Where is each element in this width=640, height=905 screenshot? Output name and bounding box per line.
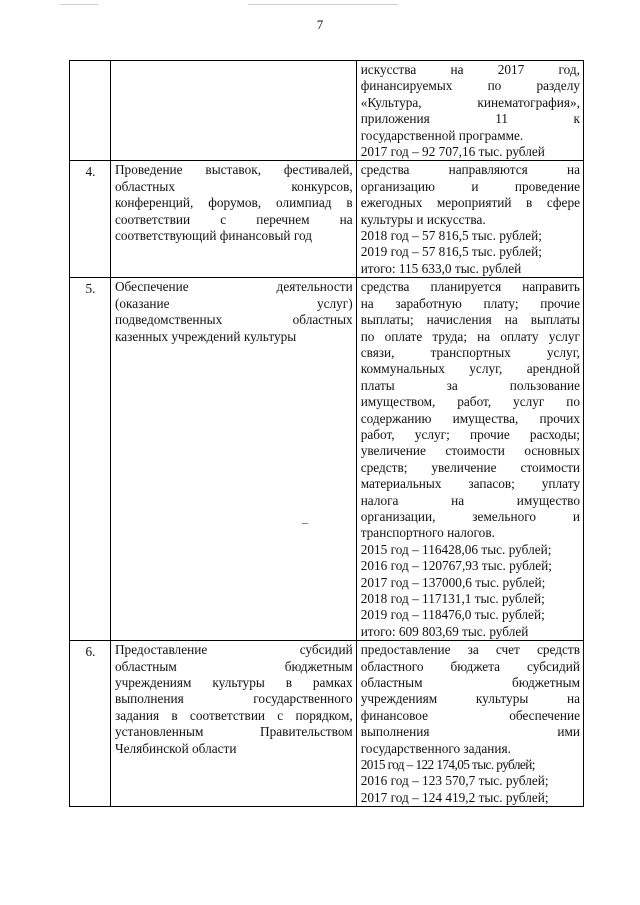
amount-line: 2019 год – 57 816,5 тыс. рублей; [360,244,542,260]
row-number: 5. [70,278,111,641]
description-line: приложения 11 к [360,111,580,127]
measure-description [356,641,583,807]
description-line: областного бюджета субсидий [360,658,580,674]
description-line: организации, земельного и [360,508,580,524]
amount-line: 2017 год – 92 707,16 тыс. рублей [360,144,545,160]
name-line: установленным Правительством [114,724,353,740]
name-line: областных конкурсов, [114,178,353,194]
stray-mark [302,523,308,524]
measure-description [356,161,583,278]
name-line: Челябинской области [114,740,237,756]
name-line: соответствии с перечнем на [114,211,353,227]
description-line: предоставление за счет средств [360,642,580,658]
description-line: увеличение стоимости основных [360,443,580,459]
measure-description [356,278,583,641]
description-line: на заработную плату; прочие [360,295,580,311]
description-line: выплаты; начисления на выплаты [360,312,580,328]
description-line: выполнения ими [360,724,580,740]
row-number: 4. [70,161,111,278]
amount-line: 2018 год – 57 816,5 тыс. рублей; [360,228,542,244]
description-line: учреждениям культуры на [360,691,580,707]
measure-name [110,641,356,807]
name-line: (оказание услуг) [114,295,353,311]
page-number: 7 [316,17,324,32]
amount-line: 2018 год – 117131,1 тыс. рублей; [360,591,545,606]
amount-line: 2019 год – 118476,0 тыс. рублей; [360,607,545,623]
name-line: Обеспечение деятельности [114,279,353,295]
description-line: содержанию имущества, прочих [360,410,580,426]
amount-line: 2017 год – 137000,6 тыс. рублей; [360,574,546,590]
name-line: Предоставление субсидий [114,642,353,658]
measure-name [110,278,356,641]
program-measures-table [69,60,584,807]
table-row [70,161,584,278]
amount-line: 2016 год – 123 570,7 тыс. рублей; [360,773,549,789]
amount-line: 2016 год – 120767,93 тыс. рублей; [360,558,552,574]
amount-line: 2017 год – 124 419,2 тыс. рублей; [360,789,549,805]
description-line: связи, транспортных услуг, [360,344,580,360]
description-line: средств; увеличение стоимости [360,459,580,475]
description-line: областным бюджетным [360,675,580,691]
name-line: выполнения государственного [114,691,353,707]
name-line: соответствующий финансовый год [114,228,312,244]
table-row [70,61,584,161]
table-row [70,641,584,807]
name-line: подведомственных областных [114,312,353,328]
description-line: ежегодных мероприятий в сфере [360,195,580,211]
table-row [70,278,584,641]
name-line: Проведение выставок, фестивалей, [114,162,353,178]
name-line: конференций, форумов, олимпиад в [114,195,353,211]
description-line: имуществом, работ, услуг по [360,394,580,410]
row-number [70,61,111,161]
description-line: культуры и искусства. [360,211,486,227]
scan-artifact [60,4,98,5]
name-line: областным бюджетным [114,658,353,674]
description-line: «Культура, кинематография», [360,94,580,110]
description-line: организацию и проведение [360,178,580,194]
description-line: работ, услуг; прочие расходы; [360,426,580,442]
name-line: казенных учреждений культуры [114,328,297,344]
description-line: финансируемых по разделу [360,78,580,94]
amount-line: 2015 год – 122 174,05 тыс. рублей; [360,757,535,773]
amount-total: итого: 115 633,0 тыс. рублей [360,260,522,276]
description-line: средства планируется направить [360,279,580,295]
description-line: транспортного налогов. [360,525,495,541]
measure-description [356,61,583,161]
row-number: 6. [70,641,111,807]
amount-line: 2015 год – 116428,06 тыс. рублей; [360,541,552,557]
name-line: учреждениям культуры в рамках [114,675,353,691]
scan-artifact [248,4,398,5]
description-line: искусства на 2017 год, [360,62,580,77]
description-line: средства направляются на [360,162,580,178]
description-line: по оплате труда; на оплату услуг [360,328,580,344]
description-line: платы за пользование [360,377,580,393]
description-line: финансовое обеспечение [360,707,580,723]
description-line: государственной программе. [360,127,524,143]
description-line: материальных запасов; уплату [360,476,580,492]
amount-total: итого: 609 803,69 тыс. рублей [360,623,529,639]
measure-name [110,161,356,278]
description-line: государственного задания. [360,740,511,756]
measure-name [110,61,356,161]
description-line: коммунальных услуг, арендной [360,361,580,377]
name-line: задания в соответствии с порядком, [114,707,353,723]
description-line: налога на имущество [360,492,580,508]
